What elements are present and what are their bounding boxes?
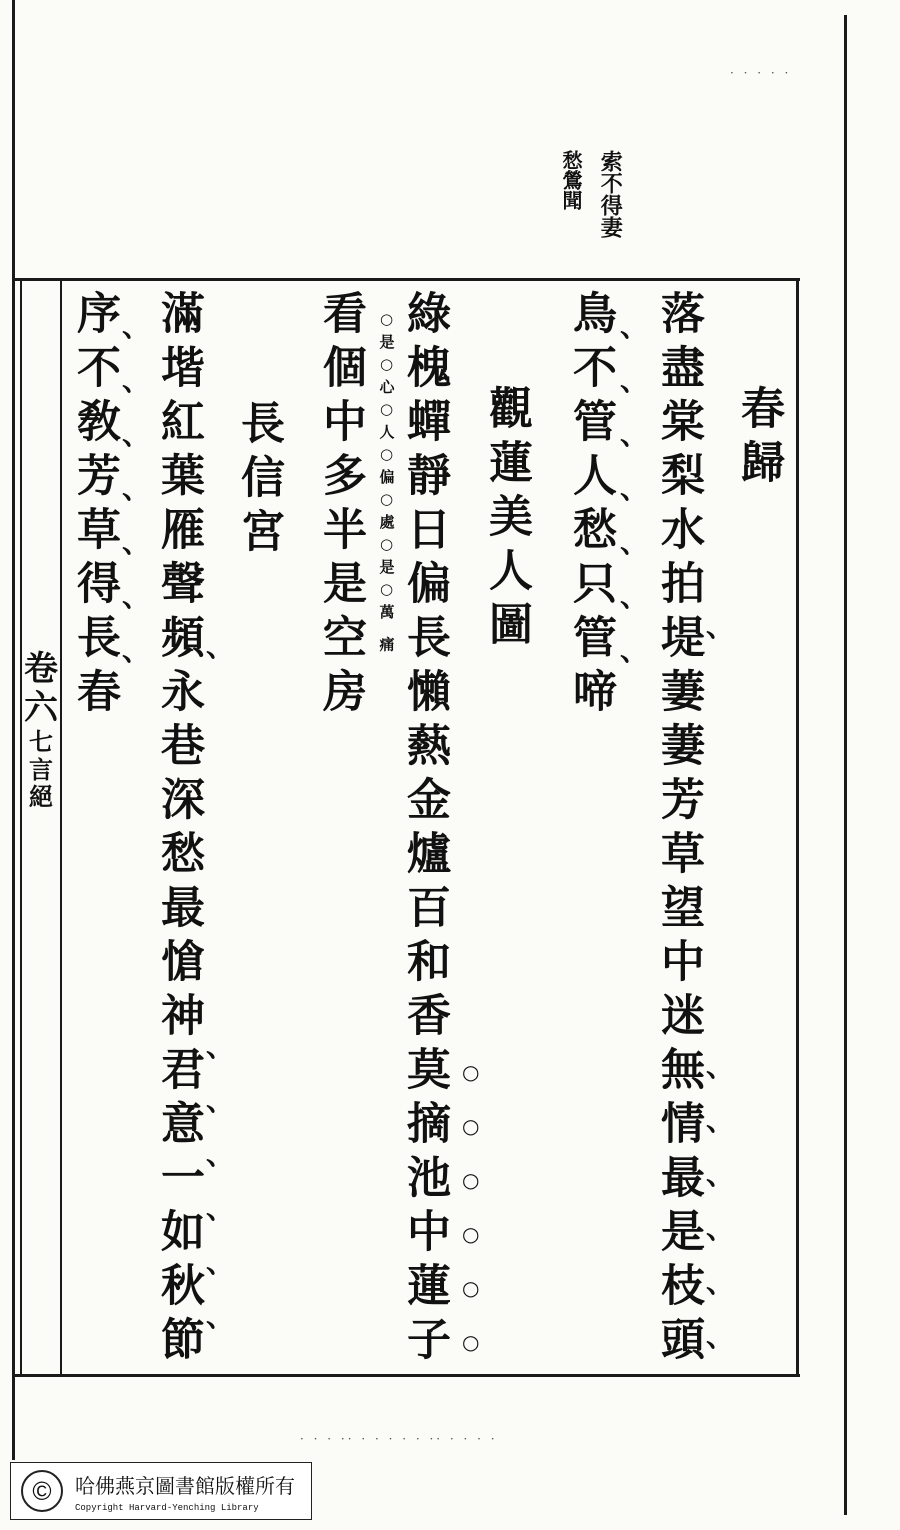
emphasis-marks-poem1-a [706, 600, 734, 654]
circle-mark: ○ [462, 1276, 480, 1300]
dot-mark: 、 [706, 610, 735, 643]
dot-mark: 、 [706, 1158, 735, 1191]
circle-marks-poem2 [462, 1045, 479, 1369]
poem-title-1 [733, 385, 784, 493]
frame-top-rule [14, 278, 800, 281]
circle-mark: ○ [462, 1222, 480, 1246]
page-left-edge [12, 0, 15, 1460]
gutter-char-1: 卷 [24, 649, 58, 689]
dot-mark: 、 [122, 472, 151, 505]
poem-1-line-2 [565, 290, 616, 722]
dot-mark: 、 [620, 310, 649, 343]
dot-mark: 、 [620, 580, 649, 613]
copyright-text [75, 1470, 295, 1513]
gutter-char-5: 絕 [29, 782, 53, 812]
circle-mark: ○ [462, 1060, 480, 1084]
poem-title-3-text: 長信宮 [233, 400, 284, 562]
poem-2-line-2-text: 看個中多半是空房 [315, 290, 366, 722]
emphasis-marks-poem3-c [122, 300, 150, 678]
frame-right-rule [796, 278, 799, 1376]
poem-2-line-1 [399, 290, 450, 1370]
dot-mark: 、 [206, 1138, 235, 1171]
top-annotation-left-text: 愁鶯聞 [559, 150, 583, 210]
dot-mark: 、 [206, 1084, 235, 1117]
gutter-title [22, 650, 60, 811]
circle-mark: ○ [462, 1114, 480, 1138]
copyright-symbol: © [32, 1475, 52, 1506]
dot-mark: 、 [206, 1246, 235, 1279]
dot-mark: 、 [122, 364, 151, 397]
copyright-box [10, 1462, 312, 1520]
dot-mark: 、 [122, 310, 151, 343]
dot-mark: 、 [620, 364, 649, 397]
dot-mark: 、 [706, 1320, 735, 1353]
top-annotation-right-text: 索不得妻 [597, 150, 624, 238]
frame-bottom-rule [14, 1374, 800, 1377]
dot-mark: 、 [620, 526, 649, 559]
top-annotation-left [560, 150, 582, 210]
poem-3-line-1-text: 滿堦紅葉雁聲頻永巷深愁最愴神君意一如秋節 [153, 290, 204, 1370]
poem-2-annotation-text: ○是○心○人○偏○處○是○萬 痛 [377, 310, 396, 658]
dot-mark: 、 [706, 1212, 735, 1245]
circle-mark: ○ [462, 1330, 480, 1354]
poem-title-1-text: 春歸 [733, 385, 784, 493]
dot-mark: 、 [706, 1104, 735, 1137]
dot-mark: 、 [122, 634, 151, 667]
scan-noise-bottom: · · · ·· · · · · · ·· · · · · [300, 1432, 498, 1446]
top-annotation-right [598, 150, 622, 238]
gutter-char-4: 言 [29, 754, 53, 784]
circle-mark: ○ [462, 1168, 480, 1192]
dot-mark: 、 [206, 1030, 235, 1063]
poem-1-line-1-text: 落盡棠梨水拍堤萋萋芳草望中迷無情最是枝頭 [653, 290, 704, 1370]
dot-mark: 、 [206, 1300, 235, 1333]
copyright-english: Copyright Harvard-Yenching Library [75, 1502, 259, 1513]
poem-1-line-1 [653, 290, 704, 1370]
dot-mark: 、 [122, 526, 151, 559]
poem-2-line-1-text: 綠槐蟬靜日偏長懶爇金爐百和香莫摘池中蓮子 [399, 290, 450, 1370]
poem-2-line-2 [315, 290, 366, 722]
emphasis-marks-poem3-b [206, 1020, 234, 1344]
gutter-char-2: 六 [24, 688, 58, 729]
scan-noise-top: · · · · · [730, 66, 792, 80]
dot-mark: 、 [122, 580, 151, 613]
poem-2-annotation [372, 310, 401, 657]
page-right-edge [844, 15, 847, 1515]
emphasis-marks-poem1-b [706, 1040, 734, 1364]
dot-mark: 、 [706, 1050, 735, 1083]
poem-1-line-2-text: 鳥不管人愁只管啼 [565, 290, 616, 722]
dot-mark: 、 [206, 1192, 235, 1225]
poem-3-line-2-text: 序不敎芳草得長春 [69, 290, 120, 722]
dot-mark: 、 [206, 630, 235, 663]
dot-mark: 、 [620, 472, 649, 505]
gutter-rule [60, 278, 62, 1376]
gutter-rule-outer [20, 278, 22, 1376]
copyright-chinese: 哈佛燕京圖書館版權所有 [75, 1473, 295, 1498]
emphasis-marks-poem3-a [206, 620, 234, 674]
poem-title-2 [481, 385, 532, 655]
dot-mark: 、 [620, 634, 649, 667]
poem-3-line-1 [153, 290, 204, 1370]
poem-title-3 [233, 400, 284, 562]
dot-mark: 、 [122, 418, 151, 451]
dot-mark: 、 [706, 1266, 735, 1299]
copyright-icon [21, 1470, 63, 1512]
gutter-char-3: 七 [29, 727, 53, 757]
poem-3-line-2 [69, 290, 120, 722]
poem-title-2-text: 觀蓮美人圖 [481, 385, 532, 655]
dot-mark: 、 [620, 418, 649, 451]
emphasis-marks-poem1-c [620, 300, 648, 678]
